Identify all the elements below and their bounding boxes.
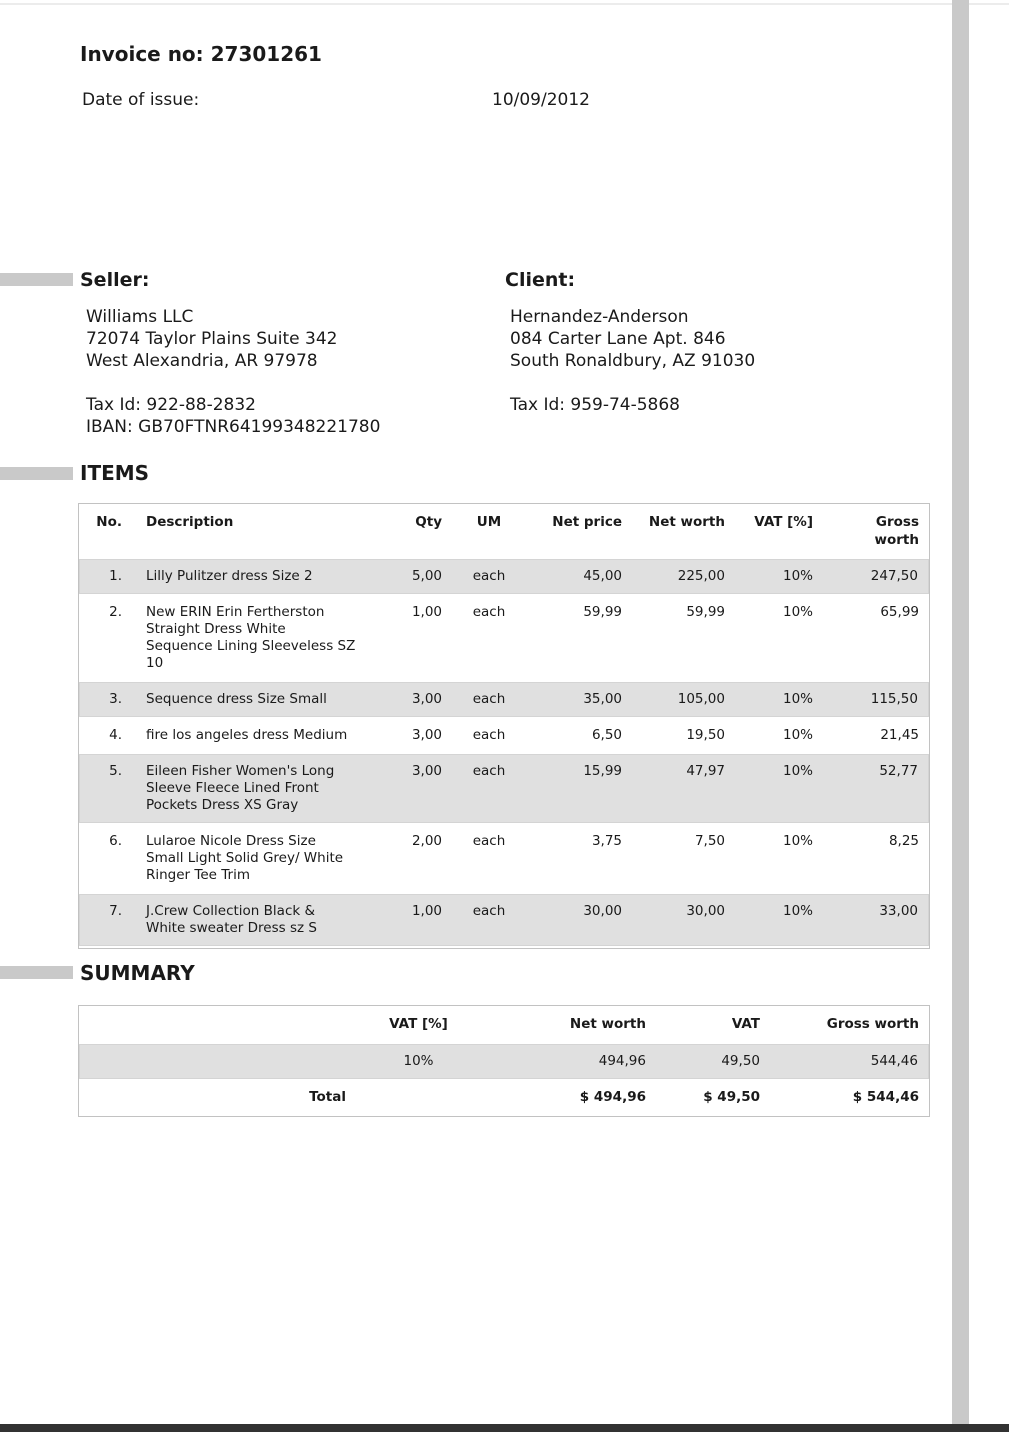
item-cell-net_price: 15,99 — [526, 754, 632, 823]
item-cell-net_price: 45,00 — [526, 559, 632, 594]
item-cell-qty: 3,00 — [366, 682, 452, 717]
item-cell-no: 7. — [79, 894, 132, 946]
items-col-header-qty: Qty — [415, 514, 442, 530]
seller-iban: IBAN: GB70FTNR64199348221780 — [86, 417, 381, 437]
client-city: South Ronaldbury, AZ 91030 — [510, 351, 756, 371]
item-cell-description: J.Crew Collection Black & White sweater Dress sz S — [132, 894, 366, 946]
item-cell-um: each — [472, 833, 506, 849]
total-net-worth: $ 494,96 — [579, 1088, 646, 1105]
bottom-bar — [0, 1424, 1009, 1432]
item-cell-net_price: 59,99 — [583, 604, 622, 620]
date-of-issue-label: Date of issue: — [82, 90, 200, 110]
items-section-marker — [0, 467, 73, 480]
total-gross-worth: $ 544,46 — [852, 1088, 919, 1105]
seller-heading: Seller: — [80, 269, 150, 291]
right-edge-strip — [952, 0, 969, 1424]
summary-vat-row-empty — [79, 1044, 366, 1079]
items-col-header-net-price: Net price — [552, 514, 622, 530]
summary-vat-amount: 49,50 — [656, 1044, 770, 1079]
items-col-header-net-worth: Net worth — [648, 514, 725, 530]
item-cell-no: 4. — [109, 727, 122, 743]
item-cell-description: Lularoe Nicole Dress Size Small Light Solid Grey/ White Ringer Tee Trim — [146, 833, 344, 883]
item-row — [79, 559, 929, 594]
item-cell-vat: 10% — [735, 559, 823, 594]
items-col-header-description: Description — [146, 514, 234, 530]
summary-section-marker — [0, 966, 73, 979]
item-cell-um: each — [472, 727, 506, 743]
item-row — [79, 825, 929, 892]
item-cell-no: 3. — [79, 682, 132, 717]
item-row — [79, 719, 929, 752]
client-tax-id: Tax Id: 959-74-5868 — [510, 395, 680, 415]
item-row — [79, 894, 929, 946]
item-cell-qty: 3,00 — [411, 727, 442, 743]
item-row — [79, 682, 929, 717]
seller-city: West Alexandria, AR 97978 — [86, 351, 318, 371]
item-cell-net_price: 35,00 — [526, 682, 632, 717]
top-rule — [0, 3, 1009, 5]
seller-tax-block — [86, 394, 380, 438]
item-cell-net_worth: 59,99 — [686, 604, 725, 620]
item-cell-net_worth: 7,50 — [694, 833, 725, 849]
item-cell-qty: 1,00 — [366, 894, 452, 946]
summary-table — [78, 1005, 930, 1117]
item-cell-qty: 1,00 — [411, 604, 442, 620]
summary-total-row — [79, 1081, 929, 1114]
total-empty — [366, 1081, 471, 1114]
item-cell-gross_worth: 52,77 — [823, 754, 929, 823]
total-vat: $ 49,50 — [703, 1088, 760, 1105]
item-cell-description: New ERIN Erin Fertherston Straight Dress White Sequence Lining Sleeveless SZ 10 — [146, 604, 356, 671]
item-cell-description: fire los angeles dress Medium — [146, 727, 348, 743]
summary-heading: SUMMARY — [80, 961, 195, 985]
item-cell-net_price: 3,75 — [591, 833, 622, 849]
summary-col-header-empty — [79, 1008, 366, 1042]
items-table — [78, 503, 930, 949]
summary-gross-worth: 544,46 — [770, 1044, 929, 1079]
item-cell-gross_worth: 65,99 — [880, 604, 919, 620]
item-cell-um: each — [452, 682, 526, 717]
seller-name: Williams LLC — [86, 307, 194, 327]
item-cell-um: each — [452, 559, 526, 594]
total-label: Total — [309, 1088, 346, 1105]
item-row — [79, 596, 929, 680]
summary-col-header-vat-percent: VAT [%] — [389, 1016, 448, 1032]
items-heading: ITEMS — [80, 461, 150, 485]
item-cell-description: Eileen Fisher Women's Long Sleeve Fleece Lined Front Pockets Dress XS Gray — [132, 754, 366, 823]
item-cell-net_worth: 47,97 — [632, 754, 735, 823]
summary-vat-percent: 10% — [366, 1044, 471, 1079]
item-cell-gross_worth: 115,50 — [823, 682, 929, 717]
item-cell-qty: 5,00 — [366, 559, 452, 594]
summary-header-row — [79, 1008, 929, 1042]
item-cell-vat: 10% — [735, 894, 823, 946]
seller-address — [86, 306, 337, 372]
item-cell-vat: 10% — [782, 727, 813, 743]
item-cell-net_price: 6,50 — [591, 727, 622, 743]
item-cell-net_worth: 105,00 — [632, 682, 735, 717]
items-table-body — [79, 559, 929, 946]
items-col-header-no: No. — [96, 514, 122, 530]
summary-col-header-net-worth: Net worth — [569, 1016, 646, 1032]
summary-net-worth: 494,96 — [471, 1044, 656, 1079]
summary-vat-row — [79, 1044, 929, 1079]
item-cell-gross_worth: 247,50 — [823, 559, 929, 594]
item-cell-gross_worth: 8,25 — [888, 833, 919, 849]
item-cell-gross_worth: 33,00 — [823, 894, 929, 946]
item-cell-no: 1. — [79, 559, 132, 594]
item-cell-qty: 2,00 — [411, 833, 442, 849]
item-cell-vat: 10% — [782, 833, 813, 849]
item-cell-no: 2. — [109, 604, 122, 620]
item-cell-um: each — [452, 894, 526, 946]
item-cell-um: each — [452, 754, 526, 823]
client-heading: Client: — [505, 269, 576, 291]
seller-tax-id: Tax Id: 922-88-2832 — [86, 395, 256, 415]
items-header-row — [79, 506, 929, 557]
client-name: Hernandez-Anderson — [510, 307, 689, 327]
date-of-issue-value: 10/09/2012 — [492, 90, 590, 110]
invoice-number-title: Invoice no: 27301261 — [80, 42, 322, 66]
item-cell-net_worth: 225,00 — [632, 559, 735, 594]
item-row — [79, 754, 929, 823]
summary-col-header-gross-worth: Gross worth — [826, 1016, 919, 1032]
item-cell-vat: 10% — [782, 604, 813, 620]
summary-col-header-vat: VAT — [731, 1016, 760, 1032]
item-cell-description: Sequence dress Size Small — [132, 682, 366, 717]
item-cell-description: Lilly Pulitzer dress Size 2 — [132, 559, 366, 594]
items-col-header-vat: VAT [%] — [754, 514, 813, 530]
seller-street: 72074 Taylor Plains Suite 342 — [86, 329, 338, 349]
client-tax-block — [510, 394, 680, 416]
items-col-header-um: UM — [476, 514, 502, 530]
item-cell-vat: 10% — [735, 754, 823, 823]
item-cell-net_worth: 30,00 — [632, 894, 735, 946]
seller-section-marker — [0, 273, 73, 286]
item-cell-no: 5. — [79, 754, 132, 823]
item-cell-vat: 10% — [735, 682, 823, 717]
item-cell-qty: 3,00 — [366, 754, 452, 823]
client-street: 084 Carter Lane Apt. 846 — [510, 329, 726, 349]
client-address — [510, 306, 755, 372]
item-cell-net_price: 30,00 — [526, 894, 632, 946]
item-cell-um: each — [472, 604, 506, 620]
item-cell-no: 6. — [109, 833, 122, 849]
item-cell-net_worth: 19,50 — [686, 727, 725, 743]
item-cell-gross_worth: 21,45 — [880, 727, 919, 743]
items-col-header-gross-worth: Gross worth — [874, 514, 919, 548]
